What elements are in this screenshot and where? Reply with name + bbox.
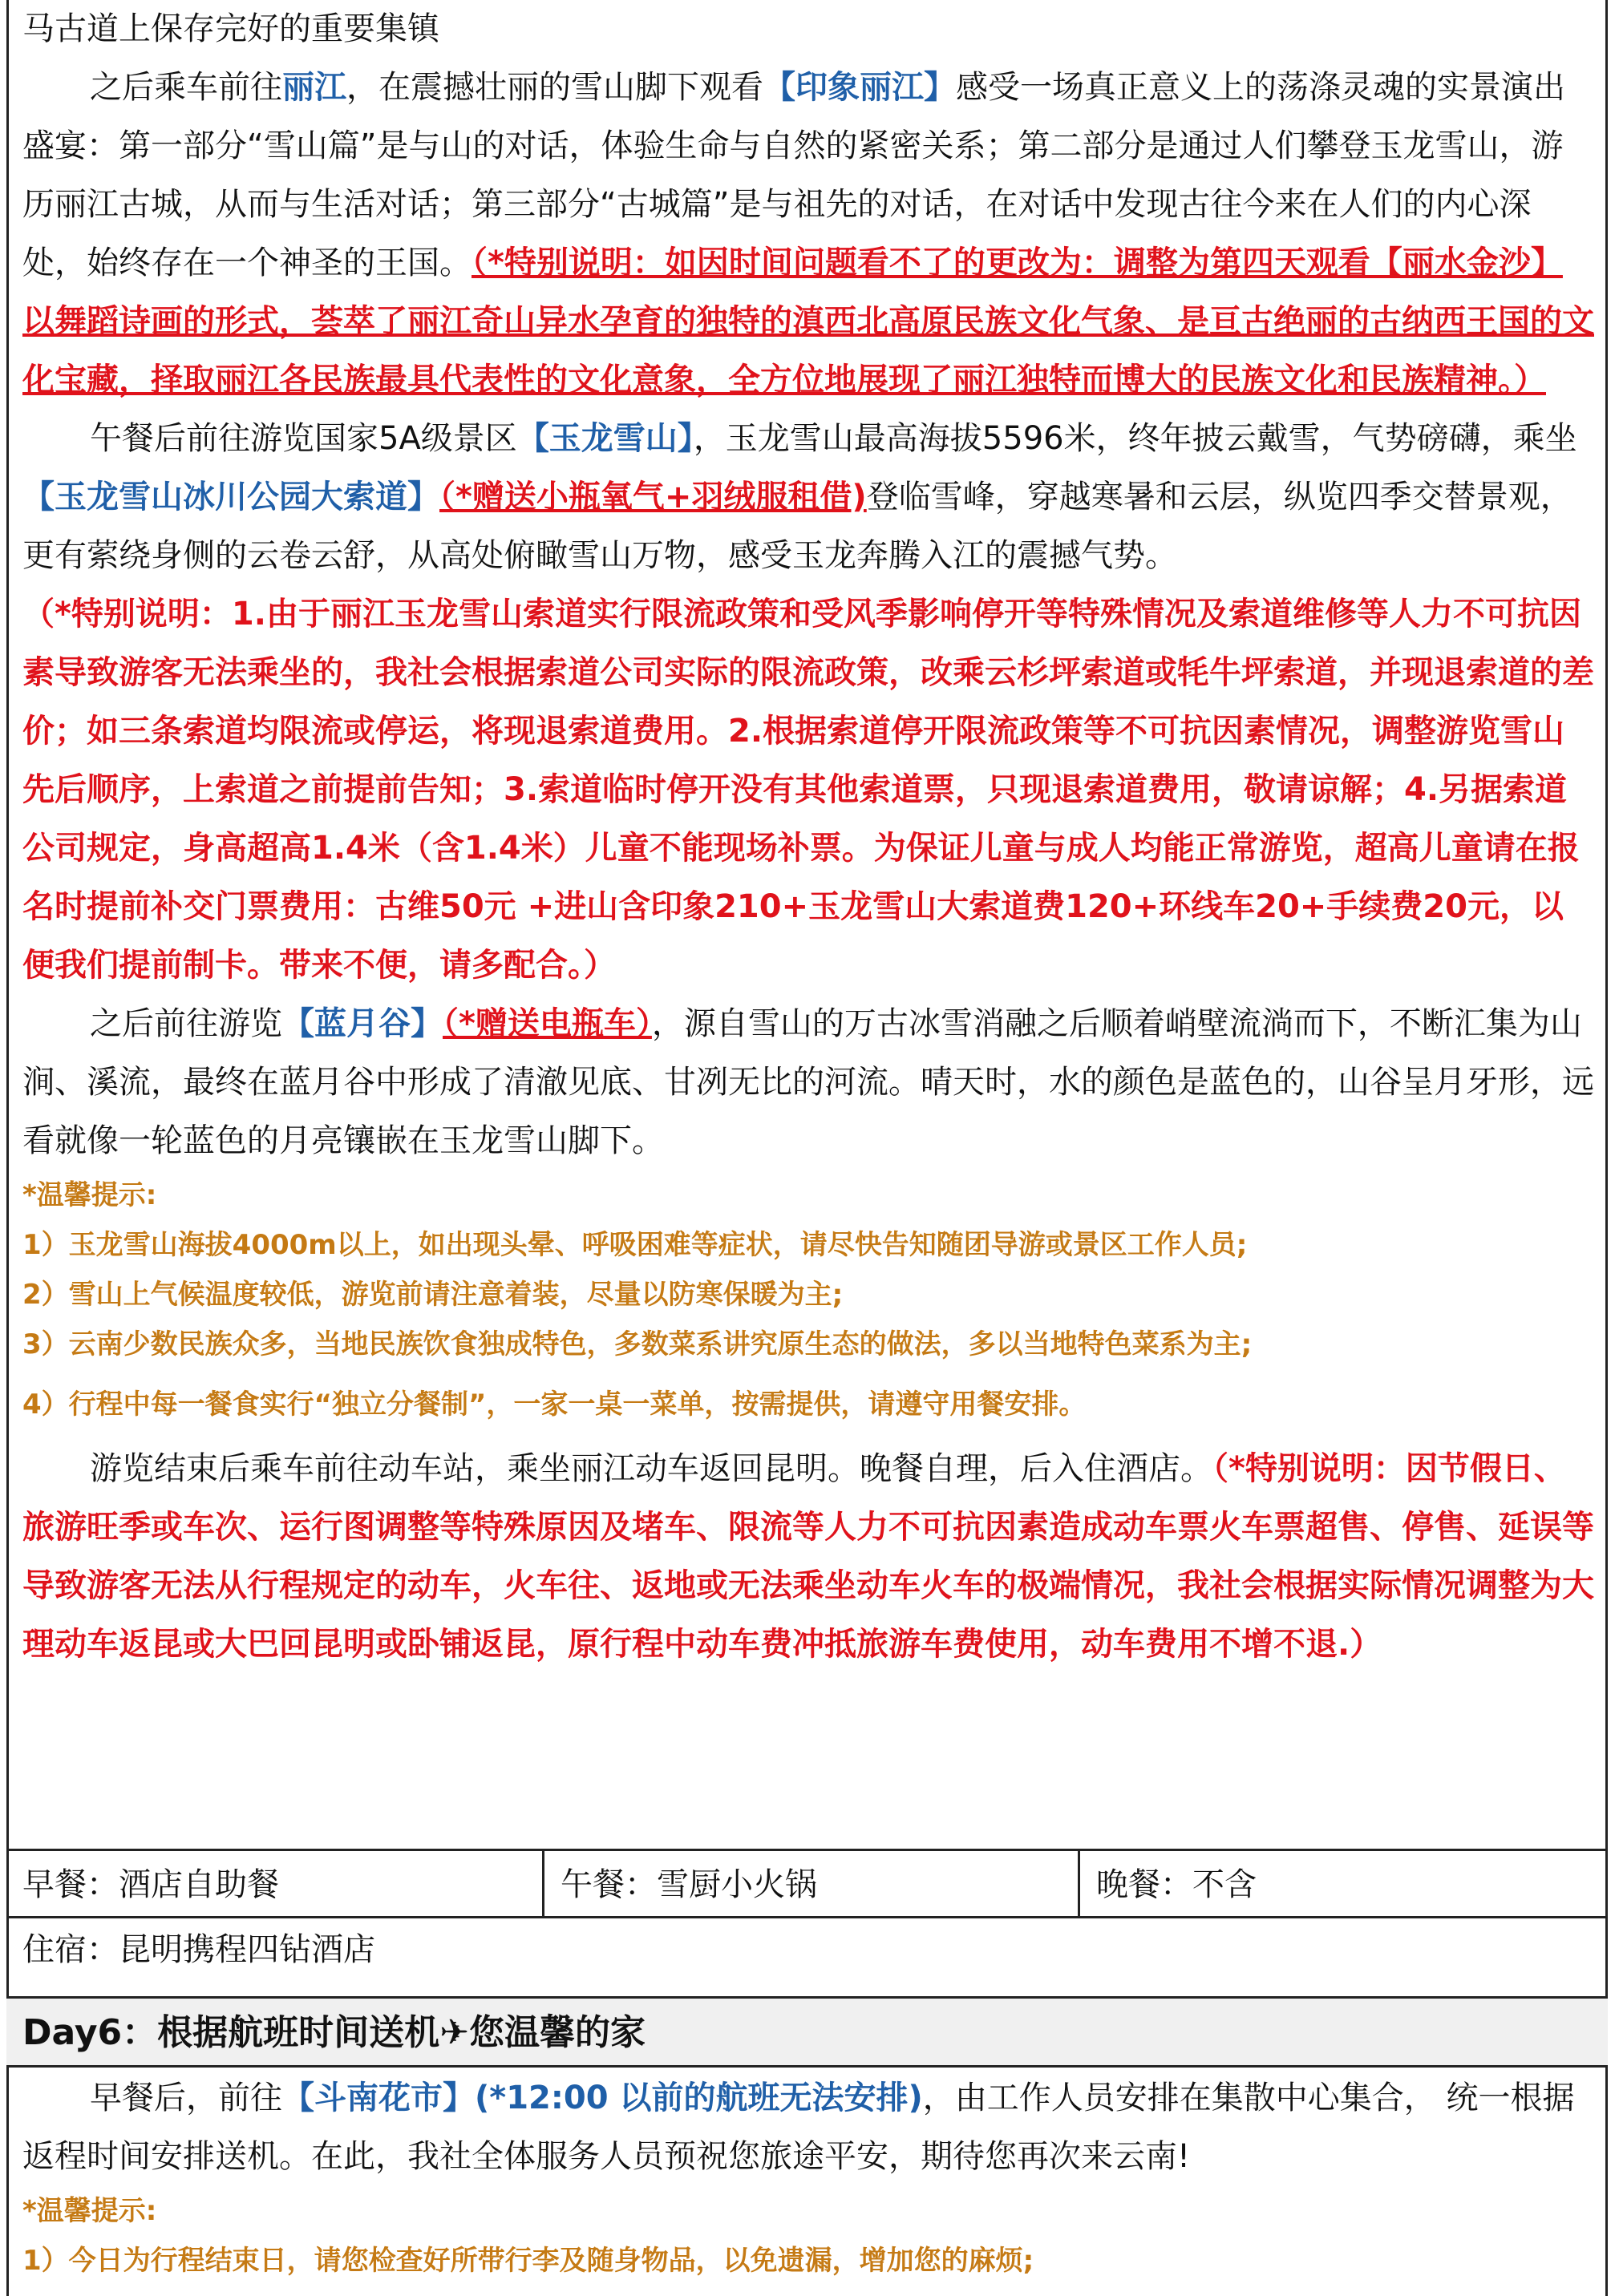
return-paragraph: 游览结束后乘车前往动车站，乘坐丽江动车返回昆明。晚餐自理，后入住酒店。（*特别说明：因节假日、旅游旺季或车次、运行图调整等特殊原因及堵车、限流等人力不可抗因素造成动车票火车票超售、停售、延误等导致游客无法从行程规定的动车，火车往、返地或无法乘坐动车火车的极端情况，我社会根据实际情况调整为大理动车返昆或大巴回昆明或卧铺返昆，原行程中动车费冲抵旅游车费使用，动车费用不增不退.） [22,1450,1594,1663]
day6-tip-item: 1）今日为行程结束日，请您检查好所带行李及随身物品，以免遗漏，增加您的麻烦; [22,2245,1034,2277]
accommodation-row [6,1916,1608,1981]
day6-content [6,2065,1608,2286]
yulong-paragraph: 午餐后前往游览国家5A级景区【玉龙雪山】，玉龙雪山最高海拔5596米，终年披云戴雪，气势磅礴，乘坐【玉龙雪山冰川公园大索道】（*赠送小瓶氧气+羽绒服租借)登临雪峰，穿越寒暑和云层，纵览四季交替景观，更有萦绕身侧的云卷云舒，从高处俯瞰雪山万物，感受玉龙奔腾入江的震撼气势。 [22,420,1577,574]
day6-paragraph: 早餐后，前往【斗南花市】(*12:00 以前的航班无法安排)，由工作人员安排在集散中心集合， 统一根据返程时间安排送机。在此，我社全体服务人员预祝您旅途平安，期待您再次来云南! [22,2080,1575,2175]
day6-header-row [6,1996,1608,2068]
cableway-notice: （*特别说明：1.由于丽江玉龙雪山索道实行限流政策和受风季影响停开等特殊情况及索道维修等人力不可抗因素导致游客无法乘坐的，我社会根据索道公司实际的限流政策，改乘云杉坪索道或牦牛坪索道，并现退索道的差价；如三条索道均限流或停运，将现退索道费用。2.根据索道停开限流政策等不可抗因素情况，调整游览雪山先后顺序，上索道之前提前告知；3.索道临时停开没有其他索道票，只现退索道费用，敬请谅解；4.另据索道公司规定，身高超高1.4米（含1.4米）儿童不能现场补票。为保证儿童与成人均能正常游览，超高儿童请在报名时提前补交门票费用：古维50元 +进山含印象210+玉龙雪山大索道费120+环线车20+手续费20元，以便我们提前制卡。带来不便，请多配合。） [22,596,1594,984]
tip-item: 4）行程中每一餐食实行“独立分餐制”，一家一桌一菜单，按需提供，请遵守用餐安排。 [22,1389,1087,1421]
tip-item: 1）玉龙雪山海拔4000m以上，如出现头晕、呼吸困难等症状，请尽快告知随团导游或景区工作人员; [22,1229,1248,1261]
lijiang-paragraph: 之后乘车前往丽江，在震撼壮丽的雪山脚下观看【印象丽江】感受一场真正意义上的荡涤灵魂的实景演出盛宴：第一部分“雪山篇”是与山的对话，体验生命与自然的紧密关系；第二部分是通过人们攀登玉龙雪山，游历丽江古城，从而与生活对话；第三部分“古城篇”是与祖先的对话，在对话中发现古往今来在人们的内心深处，始终存在一个神圣的王国。（*特别说明：如因时间问题看不了的更改为：调整为第四天观看【丽水金沙】以舞蹈诗画的形式，荟萃了丽江奇山异水孕育的独特的滇西北高原民族文化气象、是亘古绝丽的古纳西王国的文化宝藏，择取丽江各民族最具代表性的文化意象，全方位地展现了丽江独特而博大的民族文化和民族精神。） [22,69,1594,398]
tip-item: 3）云南少数民族众多，当地民族饮食独成特色，多数菜系讲究原生态的做法，多以当地特色菜系为主; [22,1328,1253,1360]
blue-moon-valley-paragraph: 之后前往游览【蓝月谷】（*赠送电瓶车），源自雪山的万古冰雪消融之后顺着峭壁流淌而下，不断汇集为山涧、溪流，最终在蓝月谷中形成了清澈见底、甘冽无比的河流。晴天时，水的颜色是蓝色的，山谷呈月牙形，远看就像一轮蓝色的月亮镶嵌在玉龙雪山脚下。 [22,1005,1594,1159]
accommodation-text: 住宿：昆明携程四钻酒店 [22,1931,375,1968]
day6-title: Day6：根据航班时间送机✈您温馨的家 [6,1999,1608,2068]
lunch-cell: 午餐：雪厨小火锅 [542,1851,1078,1918]
intro-line: 马古道上保存完好的重要集镇 [22,10,439,47]
meals-row [6,1849,1608,1918]
tip-item: 2）雪山上气候温度较低，游览前请注意着装，尽量以防寒保暖为主; [22,1279,844,1311]
day5-content [22,0,1594,1674]
breakfast-cell: 早餐：酒店自助餐 [22,1866,279,1903]
tips-title: *温馨提示: [22,1179,157,1211]
dinner-cell: 晚餐：不含 [1078,1851,1608,1918]
day6-tips-title: *温馨提示: [22,2195,157,2227]
